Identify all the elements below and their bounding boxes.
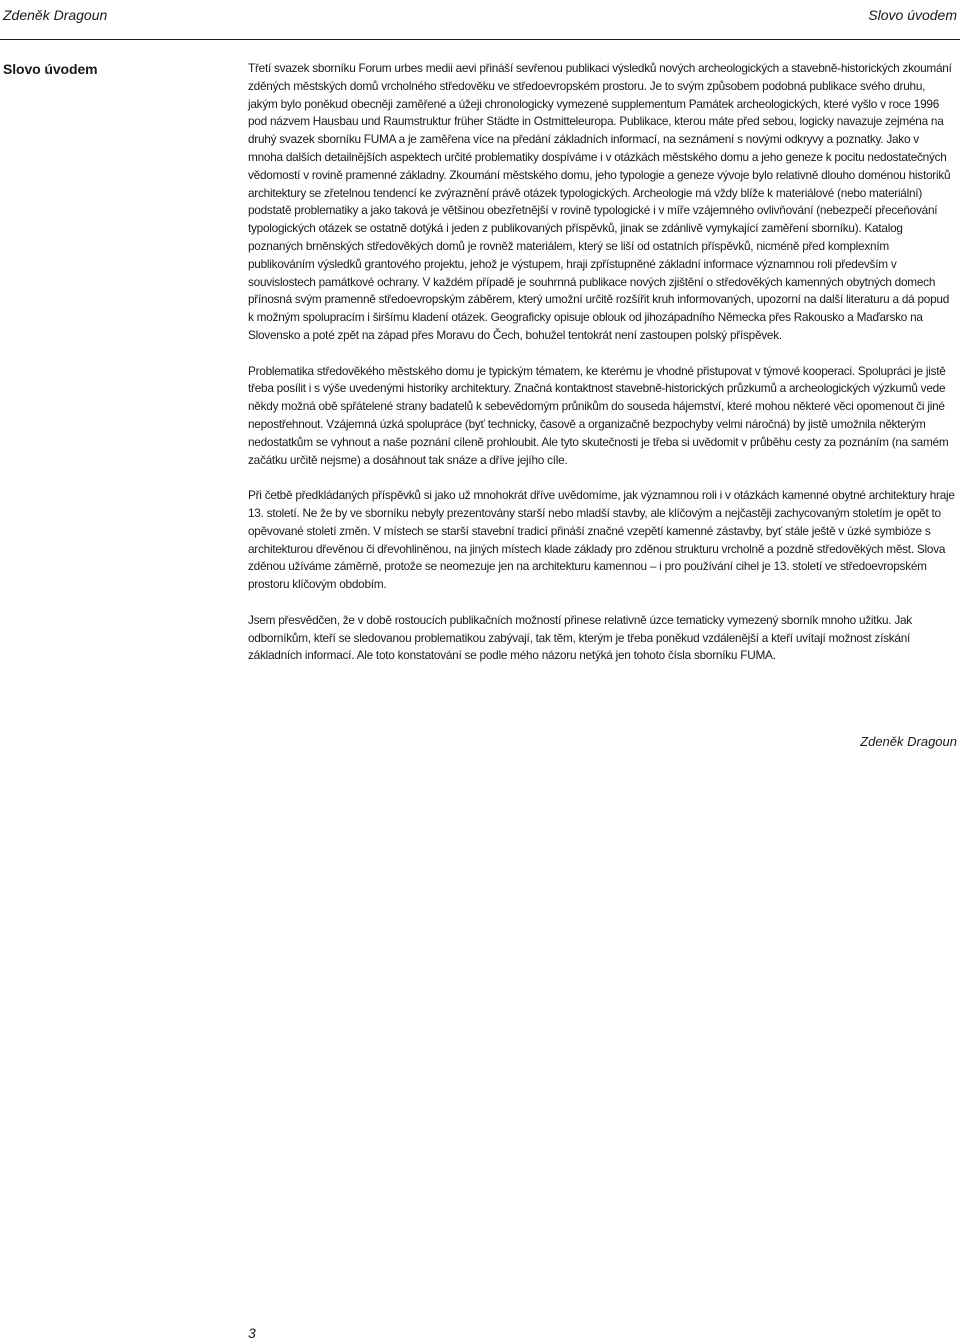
paragraph-1: Třetí svazek sborníku Forum urbes medii aevi přináší sevřenou publikaci výsledků nových archeologických a stavebně-historických zkoumání zděných městských domů vrcholného středověku ve středoevropském prostoru. Je to svým způsobem podobná publikace svého druhu, jakým bylo poněkud obecněji zaměřené a úžeji chronologicky vymezené supplementum Památek archeologických, které vyšlo v roce 1996 pod názvem Hausbau und Raumstruktur früher Städte in Ostmitteleuropa. Publikace, kterou máte před sebou, logicky navazuje zejména na druhý svazek sborníku FUMA a je zaměřena více na předání základních informací, na seznámení s novými odkryvy a poznatky. Jako v mnoha dalších detailnějších aspektech určité problematiky dospíváme i v otázkách městského domu a jeho geneze k pocitu nedostatečných vědomostí v rovině pramenné základny. Zkoumání městského domu, jeho typologie a geneze vývoje bylo relativně dlouho doménou historiků architektury se zřetelnou tendencí ke zvýraznění právě otázek typologických. Archeologie má vždy blíže k materiálové (nebo materiální) podstatě problematiky a jako taková je většinou obezřetnější v rovině typologické i v míře vzájemného ovlivňování (nebezpečí přeceňování typologických otázek se ostatně dotýká i jeden z publikovaných příspěvků, jinak se zdánlivě vymykající zaměření sborníku). Katalog poznaných brněnských středověkých domů je rovněž materiálem, který se liší od ostatních příspěvků, nicméně před komplexním publikováním výsledků grantového projektu, jehož je výstupem, hraji zpřístupněné základní informace významnou roli především v souvislostech památkové ochrany. V každém případě je souhrnná publikace nových zjištění o středověkých kamenných obytných domech přínosná svým pramenně středoevropským záběrem, který umožní určitě rozšířit kruh informovaných, upozorní na další literaturu a dá popud k možným spolupracím i širšímu kladení otázek. Geograficky opisuje oblouk od jihozápadního Německa přes Rakousko a Maďarsko na Slovensko a poté zpět na západ přes Moravu do Čech, bohužel tentokrát není zastoupen polský příspěvek.: [248, 61, 952, 342]
paragraph-2: Problematika středověkého městského domu je typickým tématem, ke kterému je vhodné přistupovat v týmové kooperaci. Spolupráci je jistě třeba posílit i s výše uvedenými historiky architektury. Značná kontaktnost stavebně-historických průzkumů a archeologických výzkumů vede někdy možná obě spřátelené strany badatelů k sebevědomým průnikům do souseda hájemství, které mohou některé věci opomenout či jiné nepostřehnout. Vzájemná úzká spolupráce (byť technicky, časově a organizačně bezpochyby velmi náročná) by jistě umožnila některým nedostatkům se vyhnout a naše poznání cíleně prohloubit. Ale tyto skutečnosti je třeba si uvědomit v průběhu cesty za poznáním (na samém začátku určitě nejsme) a dosáhnout tak snáze a dříve jejího cíle.: [248, 363, 949, 467]
author-signature: Zdeněk Dragoun: [860, 734, 957, 749]
running-header: [3, 7, 957, 27]
paragraph-3: Při četbě předkládaných příspěvků si jako už mnohokrát dříve uvědomíme, jak významnou roli i v otázkách kamenné obytné architektury hraje 13. století. Ne že by ve sborníku nebyly prezentovány starší nebo mladší stavby, ale klíčovým a nejčastěji zachycovaným stoletím je opět to opěvované století změn. V místech se starší stavební tradicí přináší značné vzepětí kamenné zástavby, byť stále ještě v úzké symbióze s architekturou dřevěnou či dřevohliněnou, na jiných místech klade základy pro zděnou strukturu vrcholně a pozdně středověkých měst. Slova zděnou užíváme záměrně, protože se neomezuje jen na architekturu kamennou – i pro používání cihel je 13. století ve středoevropském prostoru klíčovým obdobím.: [248, 488, 955, 592]
body-text: [248, 60, 956, 683]
section-title: Slovo úvodem: [3, 61, 98, 77]
header-section: Slovo úvodem: [868, 7, 957, 23]
header-author: Zdeněk Dragoun: [3, 7, 108, 23]
page-number: 3: [248, 1325, 256, 1341]
header-divider: [0, 39, 960, 40]
paragraph-4: Jsem přesvědčen, že v době rostoucích publikačních možností přinese relativně úzce tematicky vymezený sborník mnoho užitku. Jak odborníkům, kteří se sledovanou problematikou zabývají, tak těm, kterým je třeba poněkud vzdálenější a kteří uvítají možnost získání základních informací. Ale toto konstatování se podle mého názoru netýká jen tohoto čísla sborníku FUMA.: [248, 612, 912, 663]
